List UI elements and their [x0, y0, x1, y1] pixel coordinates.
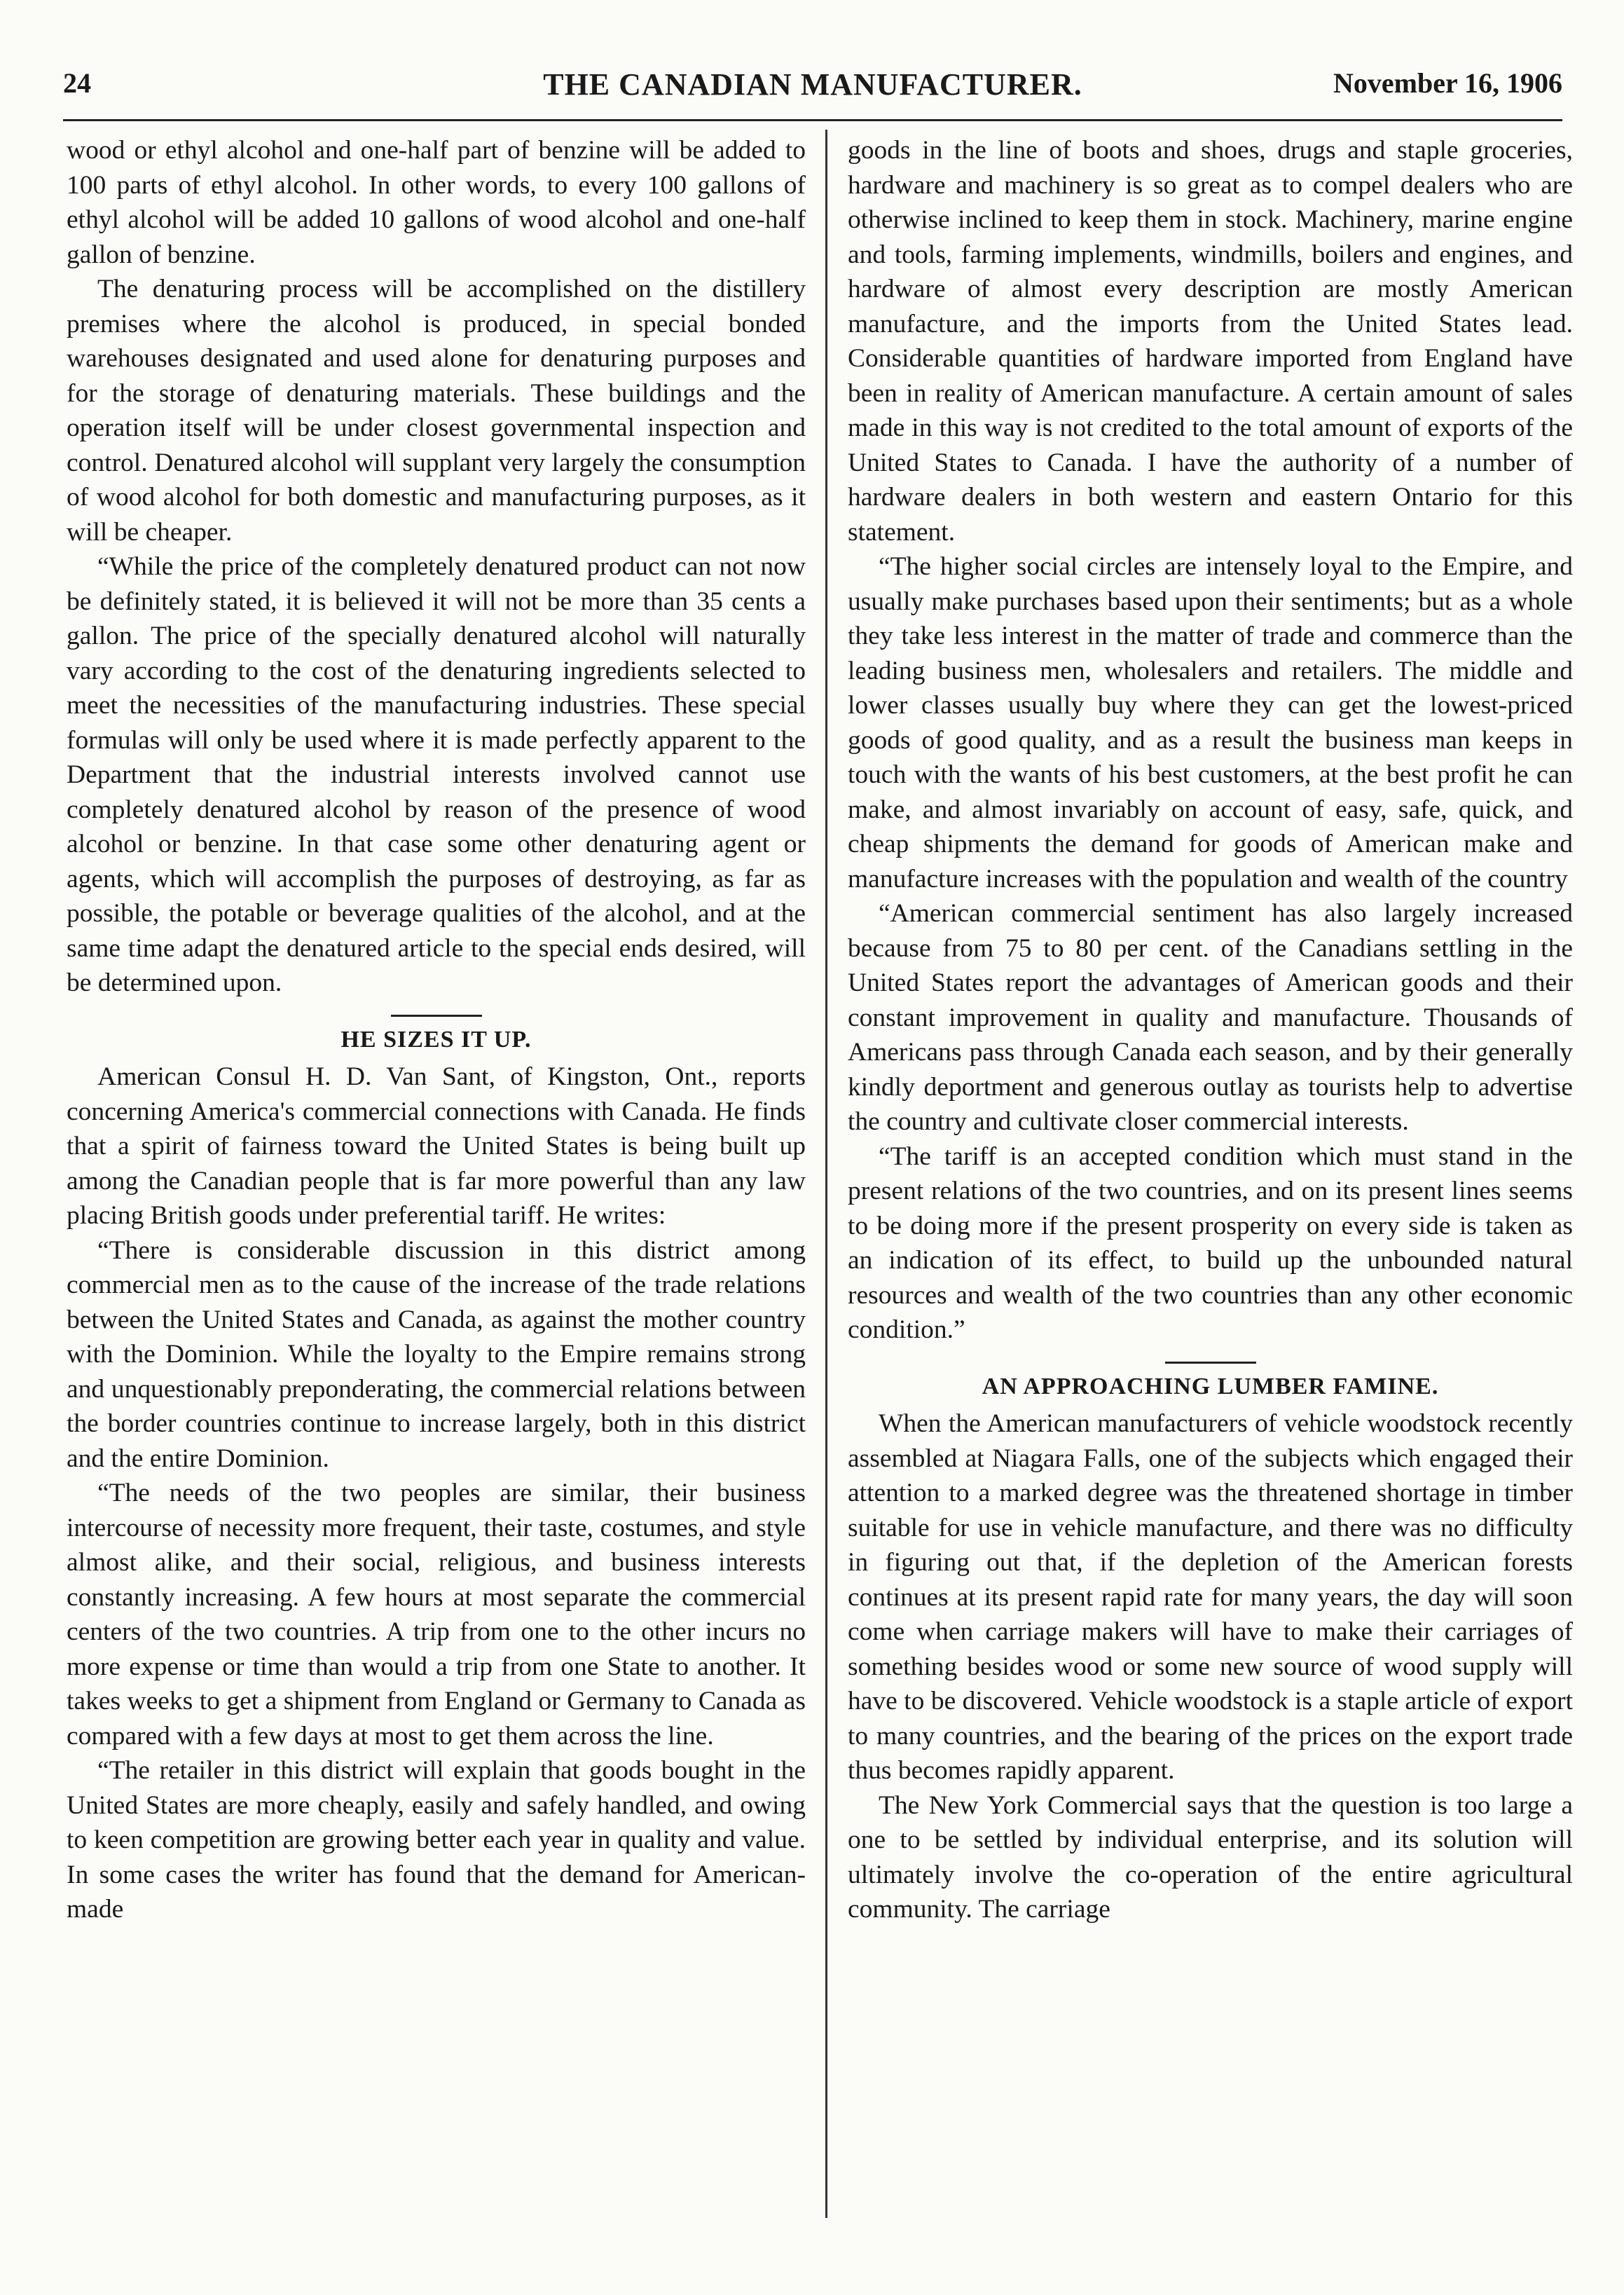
- page-number: 24: [63, 67, 91, 99]
- paragraph: “The higher social circles are intensely loyal to the Empire, and usually make purchases based upon their sentiments; but as a whole they take less interest in the matter of trade and commerce than the leading business men, wholesalers and retailers. The middle and lower classes usually buy where they can get the lowest-priced goods of good quality, and as a result the business man keeps in touch with the wants of his best customers, at the best profit he can make, and almost invariably on account of easy, safe, quick, and cheap shipments the demand for goods of American make and manufacture increases with the population and wealth of the country: [848, 552, 1573, 893]
- right-column: [848, 133, 1573, 2242]
- paragraph: “While the price of the completely denatured product can not now be definitely stated, it is believed it will not be more than 35 cents a gallon. The price of the specially denatured alcohol will naturally vary according to the cost of the denaturing ingredients selected to meet the necessities of the manufacturing industries. These special formulas will only be used where it is made perfectly apparent to the Department that the industrial interests involved cannot use completely denatured alcohol by reason of the presence of wood alcohol or benzine. In that case some other denaturing agent or agents, which will accomplish the purposes of destroying, as far as possible, the potable or beverage qualities of the alcohol, and at the same time adapt the denatured article to the special ends desired, will be determined upon.: [67, 552, 806, 997]
- paragraph: When the American manufacturers of vehicle woodstock recently assembled at Niagara Falls, one of the subjects which engaged their attention to a marked degree was the threatened shortage in timber suitable for use in vehicle manufacture, and there was no difficulty in figuring out that, if the depletion of the American forests continues at its present rapid rate for many years, the day will soon come when carriage makers will have to make their carriages of something besides wood or some new source of wood supply will have to be discovered. Vehicle woodstock is a staple article of export to many countries, and the bearing of the prices on the export trade thus becomes rapidly apparent.: [848, 1409, 1573, 1785]
- paragraph: “The needs of the two peoples are similar, their business intercourse of necessity more frequent, their taste, costumes, and style almost alike, and their social, religious, and business interests constantly increasing. A few hours at most separate the commercial centers of the two countries. A trip from one to the other incurs no more expense or time than would a trip from one State to another. It takes weeks to get a shipment from England or Germany to Canada as compared with a few days at most to get them across the line.: [67, 1479, 806, 1751]
- paragraph: “The retailer in this district will explain that goods bought in the United States are more cheaply, easily and safely handled, and owing to keen competition are growing better each year in quality and value. In some cases the writer has found that the demand for American-made: [67, 1756, 806, 1924]
- section-divider: [391, 1015, 482, 1017]
- paragraph: American Consul H. D. Van Sant, of Kingston, Ont., reports concerning America's commercial connections with Canada. He finds that a spirit of fairness toward the United States is being built up among the Canadian people that is far more powerful than any law placing British goods under preferential tariff. He writes:: [67, 1062, 806, 1230]
- publication-title: THE CANADIAN MANUFACTURER.: [543, 67, 1082, 102]
- paragraph: “American commercial sentiment has also largely increased because from 75 to 80 per cent. of the Canadians settling in the United States report the advantages of American goods and their constant improvement in quality and manufacture. Thousands of Americans pass through Canada each season, and by their generally kindly deportment and generous outlay as tourists help to advertise the country and cultivate closer commercial interests.: [848, 899, 1573, 1136]
- paragraph: goods in the line of boots and shoes, drugs and staple groceries, hardware and machinery is so great as to compel dealers who are otherwise inclined to keep them in stock. Machinery, marine engine and tools, farming implements, windmills, boilers and engines, and hardware of almost every description are mostly American manufacture, and the imports from the United States lead. Considerable quantities of hardware imported from England have been in reality of American manufacture. A certain amount of sales made in this way is not credited to the total amount of exports of the United States to Canada. I have the authority of a number of hardware dealers in both western and eastern Ontario for this statement.: [848, 136, 1573, 547]
- section-divider: [1165, 1362, 1256, 1364]
- header-rule: [63, 119, 1562, 121]
- issue-date: November 16, 1906: [1333, 67, 1562, 99]
- section-heading: HE SIZES IT UP.: [340, 1026, 532, 1053]
- paragraph: “There is considerable discussion in this district among commercial men as to the cause of the increase of the trade relations between the United States and Canada, as against the mother country with the Dominion. While the loyalty to the Empire remains strong and unquestionably preponderating, the commercial relations between the border countries continue to increase largely, both in this district and the entire Dominion.: [67, 1235, 806, 1473]
- paragraph: The denaturing process will be accomplished on the distillery premises where the alcohol is produced, in special bonded warehouses designated and used alone for denaturing purposes and for the storage of denaturing materials. These buildings and the operation itself will be under closest governmental inspection and control. Denatured alcohol will supplant very largely the consumption of wood alcohol for both domestic and manufacturing purposes, as it will be cheaper.: [67, 275, 806, 547]
- left-column: [67, 133, 806, 2242]
- paragraph: “The tariff is an accepted condition which must stand in the present relations of the two countries, and on its present lines seems to be doing more if the present prosperity on every side is taken as an indication of its effect, to build up the unbounded natural resources and wealth of the two countries than any other economic condition.”: [848, 1142, 1573, 1344]
- paragraph: The New York Commercial says that the question is too large a one to be settled by individual enterprise, and its solution will ultimately involve the co-operation of the entire agricultural community. The carriage: [848, 1790, 1573, 1924]
- paragraph: wood or ethyl alcohol and one-half part of benzine will be added to 100 parts of ethyl alcohol. In other words, to every 100 gallons of ethyl alcohol will be added 10 gallons of wood alcohol and one-half gallon of benzine.: [67, 136, 806, 269]
- column-divider: [825, 130, 827, 2218]
- page-header: [63, 67, 1562, 116]
- section-heading: AN APPROACHING LUMBER FAMINE.: [982, 1373, 1439, 1399]
